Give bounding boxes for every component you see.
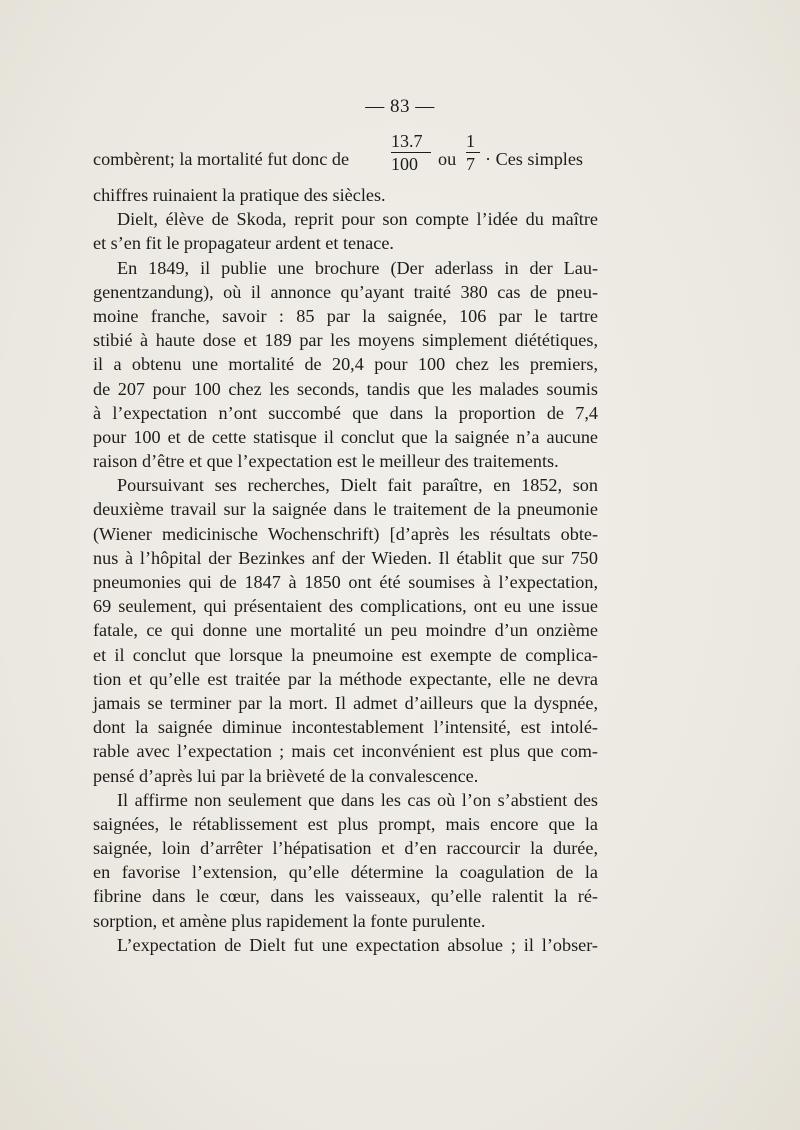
fraction-denominator: 7: [466, 154, 475, 174]
fraction-mortality: [391, 131, 431, 174]
text-line: à l’expectation n’ont succombé que dans la proportion de 7,4: [93, 402, 598, 423]
page-number: — 83 —: [365, 96, 435, 117]
text-line: tion et qu’elle est traitée par la méthode expectante, elle ne devra: [93, 668, 598, 689]
body-text: [93, 128, 598, 957]
formula-suffix: · Ces simples: [485, 149, 584, 169]
text-line: En 1849, il publie une brochure (Der aderlass in der Lau-: [117, 257, 598, 278]
text-line: pneumonies qui de 1847 à 1850 ont été soumises à l’expectation,: [93, 572, 598, 592]
text-line: dont la saignée diminue incontestablement l’intensité, est intolé-: [93, 717, 598, 738]
text-line: stibié à haute dose et 189 par les moyens simplement diététiques,: [93, 330, 598, 351]
text-line: (Wiener medicinische Wochenschrift) [d’après les résultats obte-: [93, 523, 598, 544]
formula-prefix: combèrent; la mortalité fut donc de: [93, 149, 350, 169]
text-line: nus à l’hôpital der Bezinkes anf der Wieden. Il établit que sur 750: [93, 547, 598, 568]
formula-middle: ou: [438, 149, 457, 169]
text-line: Dielt, élève de Skoda, reprit pour son compte l’idée du maître: [117, 209, 598, 230]
text-line: fatale, ce qui donne une mortalité un peu moindre d’un onzième: [93, 620, 598, 641]
text-line: moine franche, savoir : 85 par la saignée, 106 par le tartre: [93, 305, 598, 326]
text-line: 69 seulement, qui présentaient des complications, ont eu une issue: [93, 596, 598, 617]
text-line: jamais se terminer par la mort. Il admet d’ailleurs que la dyspnée,: [93, 692, 598, 713]
text-line: saignées, le rétablissement est plus prompt, mais encore que la: [93, 813, 598, 834]
text-line: et s’en fit le propagateur ardent et tenace.: [93, 233, 394, 254]
text-line: Il affirme non seulement que dans les cas où l’on s’abstient des: [117, 789, 598, 810]
text-line: rable avec l’expectation ; mais cet inconvénient est plus que com-: [93, 741, 598, 762]
text-line: fibrine dans le cœur, dans les vaisseaux, qu’elle ralentit la ré-: [93, 886, 598, 907]
text-line: et il conclut que lorsque la pneumoine est exempte de complica-: [93, 644, 598, 665]
text-line: pensé d’après lui par la brièveté de la convalescence.: [93, 765, 479, 786]
text-line: sorption, et amène plus rapidement la fonte purulente.: [93, 910, 486, 931]
text-line: de 207 pour 100 chez les seconds, tandis que les malades soumis: [93, 378, 598, 399]
text-line: Poursuivant ses recherches, Dielt fait paraître, en 1852, son: [117, 475, 598, 496]
fraction-simplified: [466, 131, 480, 174]
text-line: il a obtenu une mortalité de 20,4 pour 100 chez les premiers,: [93, 354, 598, 375]
fraction-denominator: 100: [391, 154, 418, 174]
text-line: en favorise l’extension, qu’elle détermine la coagulation de la: [93, 862, 598, 883]
fraction-numerator: 13.7: [391, 131, 423, 151]
text-line: deuxième travail sur la saignée dans le traitement de la pneumonie: [93, 499, 598, 520]
text-line: L’expectation de Dielt fut une expectation absolue ; il l’obser-: [117, 934, 598, 955]
text-line: raison d’être et que l’expectation est le meilleur des traitements.: [93, 451, 559, 472]
text-line: chiffres ruinaient la pratique des siècles.: [93, 185, 386, 205]
fraction-numerator: 1: [466, 131, 475, 151]
text-line: saignée, loin d’arrêter l’hépatisation et d’en raccourcir la durée,: [93, 838, 598, 859]
fraction-bar: [466, 152, 480, 153]
text-line: genentzandung), où il annonce qu’ayant traité 380 cas de pneu-: [93, 281, 598, 302]
paragraph-lines: [93, 183, 598, 957]
text-line: pour 100 et de cette statisque il conclut que la saignée n’a aucune: [93, 426, 598, 447]
formula-line: [93, 128, 598, 183]
fraction-bar: [391, 152, 431, 153]
